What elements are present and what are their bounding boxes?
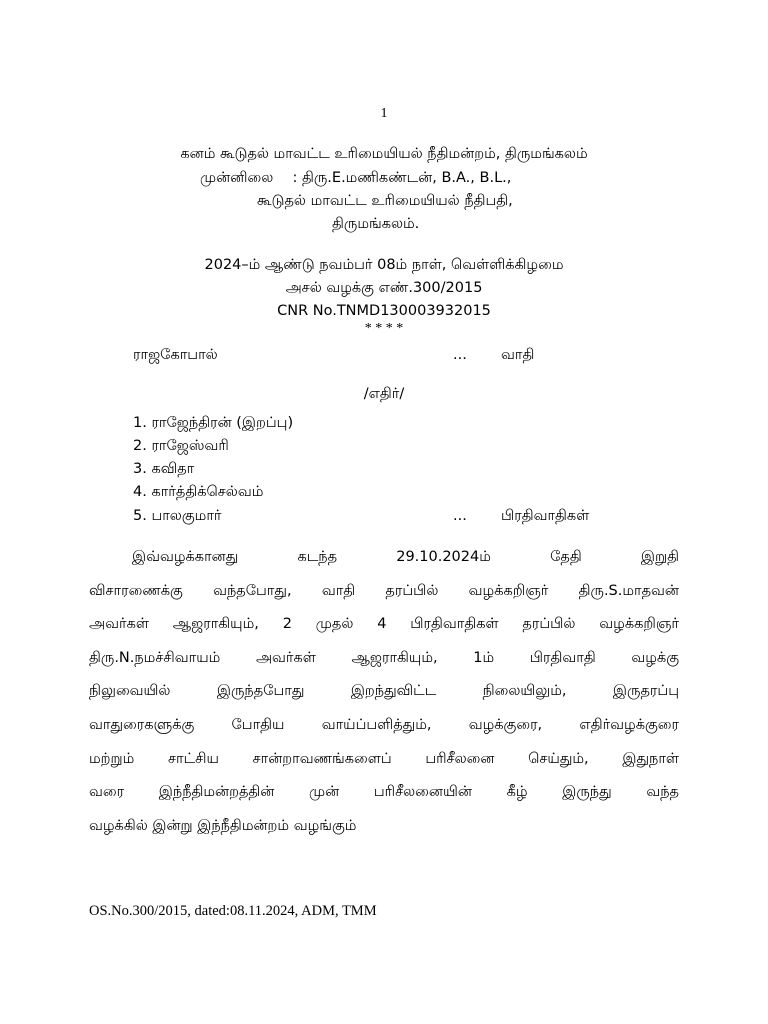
presence-separator: :	[292, 170, 298, 186]
paragraph-line: நிலுவையில் இருந்தபோது இறந்துவிட்ட நிலையிலும், இருதரப்பு	[89, 683, 679, 700]
defendant-item: 2. ராஜேஸ்வரி	[133, 438, 229, 454]
judge-name: திரு.E.மணிகண்டன், B.A., B.L.,	[301, 170, 512, 186]
presence-line	[200, 168, 511, 188]
court-title: கனம் கூடுதல் மாவட்ட உரிமையியல் நீதிமன்றம், திருமங்கலம்	[180, 146, 588, 162]
paragraph-line: அவர்கள் ஆஜராகியும், 2 முதல் 4 பிரதிவாதிகள் தரப்பில் வழக்கறிஞர்	[89, 616, 679, 633]
defendants-dots: ...	[453, 508, 467, 524]
judge-designation: கூடுதல் மாவட்ட உரிமையியல் நீதிபதி,	[257, 193, 513, 209]
paragraph-line: வழக்கில் இன்று இந்நீதிமன்றம் வழங்கும்	[89, 817, 357, 834]
paragraph-line: மற்றும் சாட்சிய சான்றாவணங்களைப் பரிசீலனை செய்தும், இதுநாள்	[89, 750, 679, 767]
paragraph-line: இவ்வழக்கானது கடந்த 29.10.2024ம் தேதி இறுதி	[132, 549, 679, 565]
separator-stars: * * * *	[364, 321, 404, 336]
versus-label: /எதிர்/	[363, 386, 405, 402]
plaintiff-dots: ...	[453, 347, 467, 363]
defendant-item: 4. கார்த்திக்செல்வம்	[133, 484, 264, 500]
paragraph-line: வாதுரைகளுக்கு போதிய வாய்ப்பளித்தும், வழக்குரை, எதிர்வழக்குரை	[89, 716, 679, 733]
place: திருமங்கலம்.	[332, 216, 420, 232]
paragraph-line: திரு.N.நமச்சிவாயம் அவர்கள் ஆஜராகியும், 1ம் பிரதிவாதி வழக்கு	[89, 649, 679, 666]
paragraph-line: விசாரணைக்கு வந்தபோது, வாதி தரப்பில் வழக்கறிஞர் திரு.S.மாதவன்	[89, 582, 679, 599]
page-footer: OS.No.300/2015, dated:08.11.2024, ADM, TMM	[89, 903, 377, 919]
cnr-number: CNR No.TNMD130003932015	[277, 303, 491, 319]
defendant-item: 1. ராஜேந்திரன் (இறப்பு)	[133, 415, 294, 431]
paragraph-line: வரை இந்நீதிமன்றத்தின் முன் பரிசீலனையின் கீழ் இருந்து வந்த	[89, 784, 679, 801]
date-line: 2024–ம் ஆண்டு நவம்பர் 08ம் நாள், வெள்ளிக்கிழமை	[204, 257, 564, 273]
judgment-paragraph	[89, 541, 679, 843]
defendants-role: பிரதிவாதிகள்	[501, 508, 590, 524]
defendant-item: 3. கவிதா	[133, 461, 195, 477]
presence-label: முன்னிலை	[200, 170, 274, 186]
plaintiff-name: ராஜகோபால்	[133, 347, 218, 363]
suit-number: அசல் வழக்கு எண்.300/2015	[285, 280, 483, 296]
plaintiff-role: வாதி	[501, 347, 535, 363]
page-number: 1	[380, 106, 388, 121]
defendant-item: 5. பாலகுமார்	[133, 508, 222, 524]
